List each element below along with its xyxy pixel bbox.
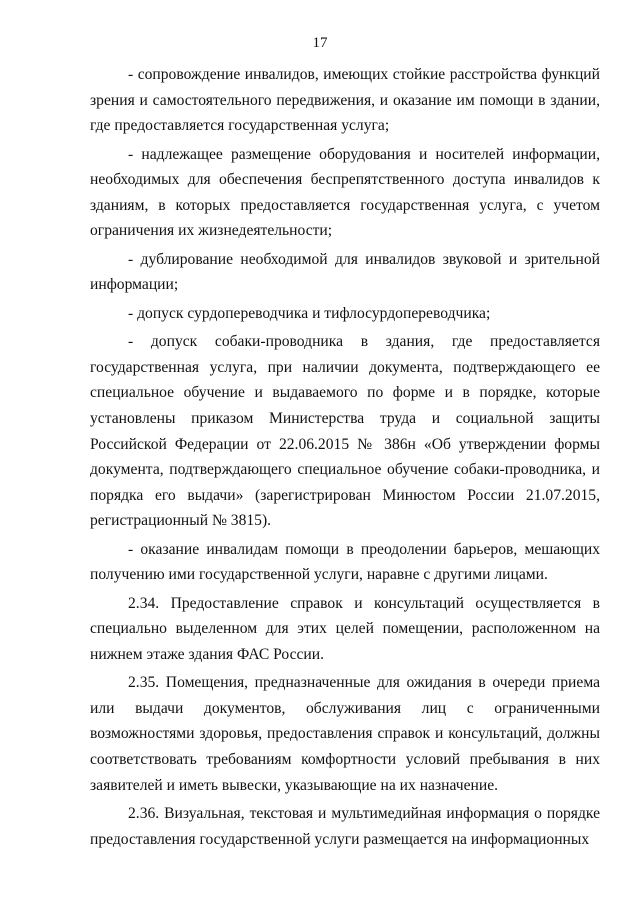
paragraph-guide-dog-admission: - допуск собаки-проводника в здания, где предоставляется государственная услуга, при наличии документа, подтверждающего ее специальное обучение и выдаваемого по форме и в порядке, которые установлены приказом Министерства труда и социальной защиты Российской Федерации от 22.06.2015 № 386н «Об утверждении формы документа, подтверждающего специальное обучение собаки-проводника, и порядка его выдачи» (зарегистрирован Минюстом России 21.07.2015, регистрационный № 3815). [90,333,600,530]
page-number: 17 [312,35,328,51]
paragraph-barrier-assistance: - оказание инвалидам помощи в преодолении барьеров, мешающих получению ими государственной услуги, наравне с другими лицами. [90,540,600,584]
paragraph-interpreter-admission: - допуск сурдопереводчика и тифлосурдопереводчика; [128,304,491,322]
paragraph-section-2-35: 2.35. Помещения, предназначенные для ожидания в очереди приема или выдачи документов, обслуживания лиц с ограниченными возможностями здоровья, предоставления справок и консультаций, должны соответствовать требованиям комфортности условий пребывания в них заявителей и иметь вывески, указывающие на их назначение. [90,674,600,794]
paragraph-information-duplication: - дублирование необходимой для инвалидов звуковой и зрительной информации; [90,250,600,294]
document-body [90,62,600,852]
paragraph-equipment-placement: - надлежащее размещение оборудования и носителей информации, необходимых для обеспечения беспрепятственного доступа инвалидов к зданиям, в которых предоставляется государственная услуга, с учетом ограничения их жизнедеятельности; [90,145,600,240]
paragraph-escort-disabled: - сопровождение инвалидов, имеющих стойкие расстройства функций зрения и самостоятельного передвижения, и оказание им помощи в здании, где предоставляется государственная услуга; [90,66,600,135]
paragraph-section-2-36: 2.36. Визуальная, текстовая и мультимедийная информация о порядке предоставления государственной услуги размещается на информационных [90,805,600,848]
paragraph-section-2-34: 2.34. Предоставление справок и консультаций осуществляется в специально выделенном для этих целей помещении, расположенном на нижнем этаже здания ФАС России. [90,594,600,663]
